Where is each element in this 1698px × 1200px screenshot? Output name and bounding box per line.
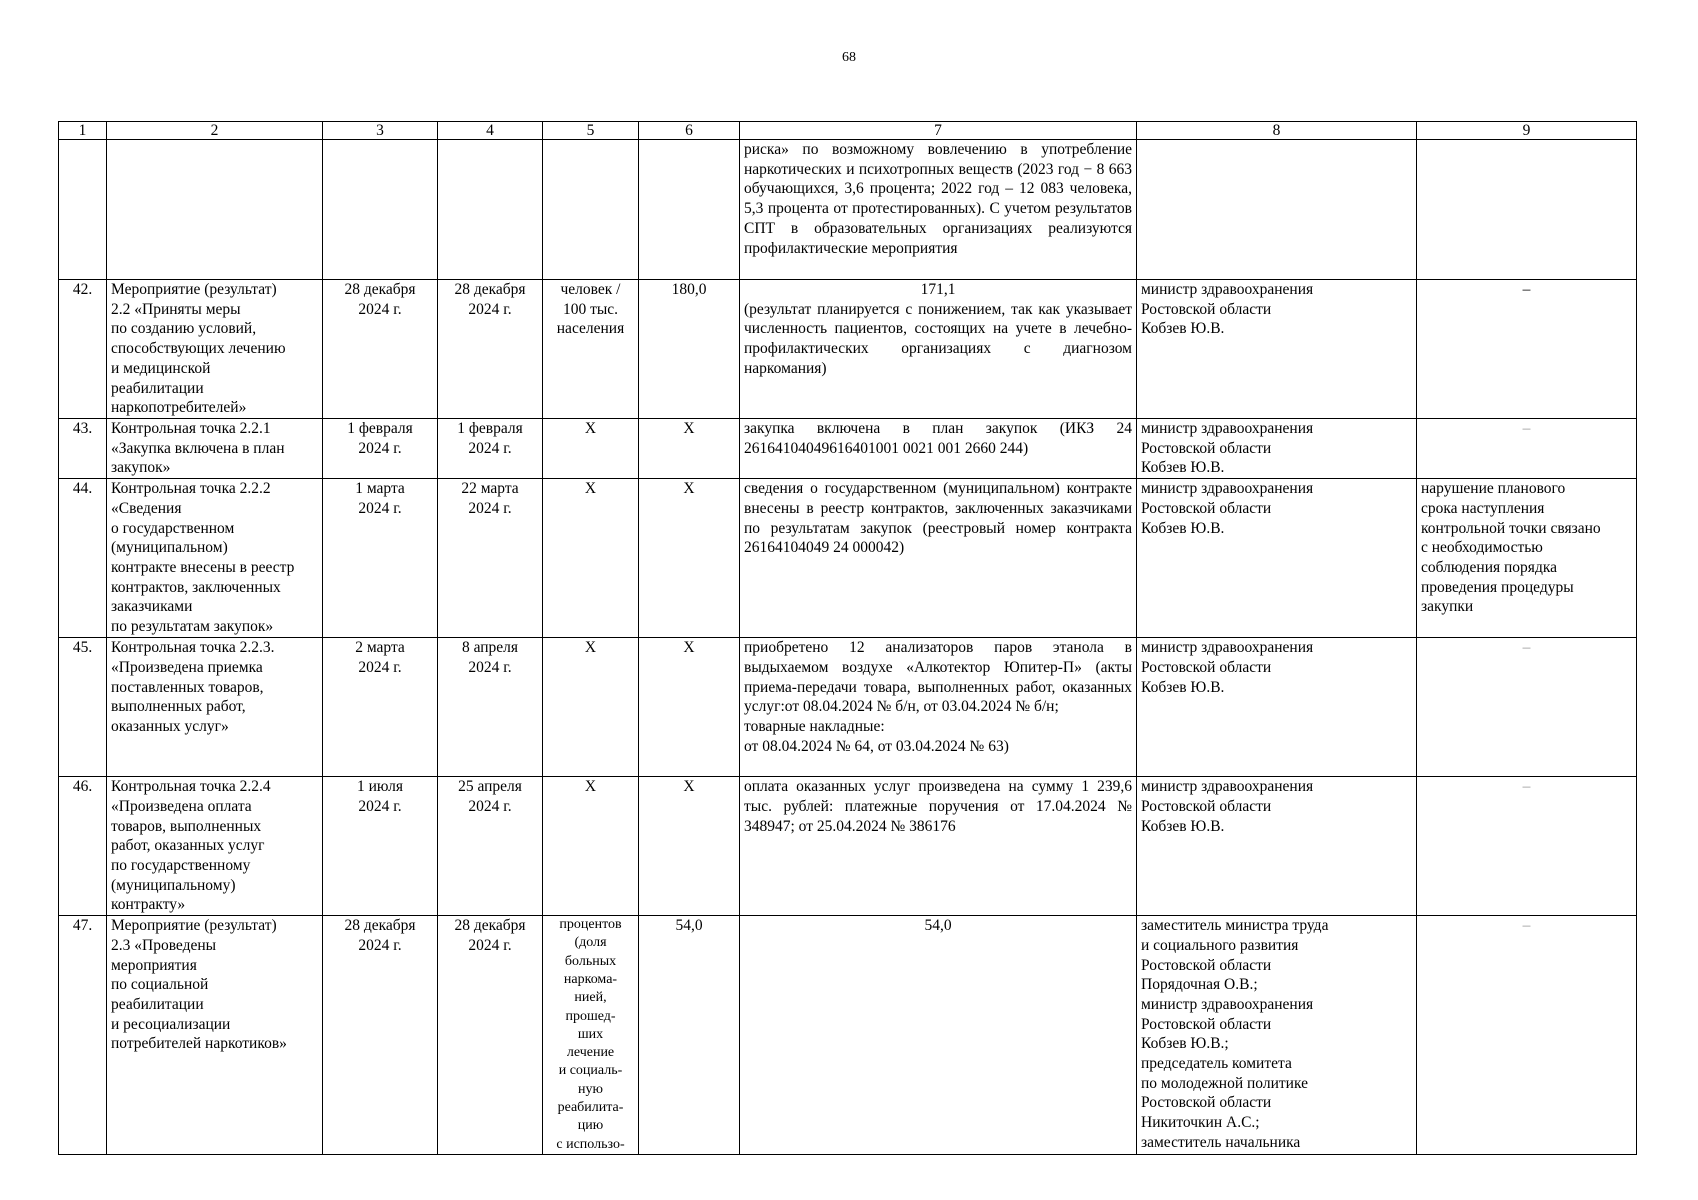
row-number: 44.: [59, 479, 107, 638]
row-number: 46.: [59, 777, 107, 916]
column-header: 3: [323, 122, 438, 140]
plan-value: Х: [639, 777, 740, 916]
unit: процентов (доля больных наркома- нией, прошед- ших лечение и социаль- ную реабилита- цию с использо-: [543, 916, 639, 1155]
column-number-row: [59, 122, 1637, 140]
page-number: 68: [842, 50, 856, 65]
responsible: министр здравоохранения Ростовской области Кобзев Ю.В.: [1137, 638, 1417, 777]
column-header: 2: [107, 122, 323, 140]
fact-note: (результат планируется с понижением, так как указывает численность пациентов, состоящих на учете в лечебно-профилактических организациях с диагнозом наркомания): [744, 300, 1132, 377]
plan-value: Х: [639, 419, 740, 479]
column-header: 7: [740, 122, 1137, 140]
column-header: 5: [543, 122, 639, 140]
plan-value: 54,0: [639, 916, 740, 1155]
plan-date: 28 декабря 2024 г.: [323, 916, 438, 1155]
column-header: 6: [639, 122, 740, 140]
unit: Х: [543, 777, 639, 916]
fact-date: 8 апреля 2024 г.: [438, 638, 543, 777]
unit: Х: [543, 638, 639, 777]
event-name: Мероприятие (результат) 2.2 «Приняты меры по созданию условий, способствующих лечению и медицинской реабилитации наркопотребителей»: [107, 280, 323, 419]
plan-value: Х: [639, 638, 740, 777]
fact-text: закупка включена в план закупок (ИКЗ 24 26164104049616401001 0021 001 2660 244): [740, 419, 1137, 479]
notes: нарушение планового срока наступления контрольной точки связано с необходимостью соблюдения порядка проведения процедуры закупки: [1417, 479, 1637, 638]
plan-value: Х: [639, 479, 740, 638]
plan-date: 1 июля 2024 г.: [323, 777, 438, 916]
fact-text: сведения о государственном (муниципальном) контракте внесены в реестр контрактов, заключенных заказчиками по результатам закупок (реестровый номер контракта 26164104049 24 000042): [740, 479, 1137, 638]
fact-cell: [740, 280, 1137, 419]
column-header: 1: [59, 122, 107, 140]
column-header: 8: [1137, 122, 1417, 140]
table-row: [59, 140, 1637, 280]
table-row: [59, 638, 1637, 777]
plan-value: 180,0: [639, 280, 740, 419]
plan-date: 28 декабря 2024 г.: [323, 280, 438, 419]
notes: –: [1417, 916, 1637, 1155]
responsible: министр здравоохранения Ростовской области Кобзев Ю.В.: [1137, 479, 1417, 638]
row-number: 47.: [59, 916, 107, 1155]
fact-date: 22 марта 2024 г.: [438, 479, 543, 638]
plan-date: 2 марта 2024 г.: [323, 638, 438, 777]
table-row: [59, 916, 1637, 1155]
fact-value: 171,1: [920, 281, 956, 298]
notes: –: [1417, 638, 1637, 777]
report-table: [58, 121, 1637, 1155]
plan-date: 1 февраля 2024 г.: [323, 419, 438, 479]
notes: –: [1417, 777, 1637, 916]
fact-date: 28 декабря 2024 г.: [438, 916, 543, 1155]
unit: Х: [543, 419, 639, 479]
fact-date: 28 декабря 2024 г.: [438, 280, 543, 419]
unit: человек / 100 тыс. населения: [543, 280, 639, 419]
fact-text: приобретено 12 анализаторов паров этанола в выдыхаемом воздухе «Алкотектор Юпитер-П» (акты приема-передачи товара, выполненных работ, оказанных услуг:от 08.04.2024 № б/н, от 03.04.2024 № б/н;: [744, 639, 1132, 716]
row-number: 43.: [59, 419, 107, 479]
column-header: 4: [438, 122, 543, 140]
fact-date: 25 апреля 2024 г.: [438, 777, 543, 916]
table-row: [59, 777, 1637, 916]
fact-value: 54,0: [740, 916, 1137, 1155]
column-header: 9: [1417, 122, 1637, 140]
table-row: [59, 479, 1637, 638]
fact-date: 1 февраля 2024 г.: [438, 419, 543, 479]
responsible: заместитель министра труда и социального развития Ростовской области Порядочная О.В.; министр здравоохранения Ростовской области Кобзев Ю.В.; председатель комитета по молодежной политике Ростовской области Никиточкин А.С.; заместитель начальника: [1137, 916, 1417, 1155]
notes: –: [1417, 280, 1637, 419]
event-name: Мероприятие (результат) 2.3 «Проведены мероприятия по социальной реабилитации и ресоциализации потребителей наркотиков»: [107, 916, 323, 1155]
notes: –: [1417, 419, 1637, 479]
responsible: министр здравоохранения Ростовской области Кобзев Ю.В.: [1137, 419, 1417, 479]
row-number: 42.: [59, 280, 107, 419]
fact-text-tail: товарные накладные: от 08.04.2024 № 64, от 03.04.2024 № 63): [744, 717, 1009, 755]
row-number: 45.: [59, 638, 107, 777]
event-name: Контрольная точка 2.2.3. «Произведена приемка поставленных товаров, выполненных работ, оказанных услуг»: [107, 638, 323, 777]
event-name: Контрольная точка 2.2.2 «Сведения о государственном (муниципальном) контракте внесены в реестр контрактов, заключенных заказчиками по результатам закупок»: [107, 479, 323, 638]
responsible: министр здравоохранения Ростовской области Кобзев Ю.В.: [1137, 777, 1417, 916]
event-name: Контрольная точка 2.2.4 «Произведена оплата товаров, выполненных работ, оказанных услуг по государственному (муниципальному) контракту»: [107, 777, 323, 916]
table-row: [59, 280, 1637, 419]
fact-cell: [740, 638, 1137, 777]
event-name: Контрольная точка 2.2.1 «Закупка включена в план закупок»: [107, 419, 323, 479]
plan-date: 1 марта 2024 г.: [323, 479, 438, 638]
unit: Х: [543, 479, 639, 638]
continuation-text: риска» по возможному вовлечению в употребление наркотических и психотропных веществ (2023 год − 8 663 обучающихся, 3,6 процента; 2022 год – 12 083 человека, 5,3 процента от протестированных). С учетом результатов СПТ в образовательных организациях реализуются профилактические мероприятия: [740, 140, 1137, 280]
table-row: [59, 419, 1637, 479]
responsible: министр здравоохранения Ростовской области Кобзев Ю.В.: [1137, 280, 1417, 419]
fact-text: оплата оказанных услуг произведена на сумму 1 239,6 тыс. рублей: платежные поручения от 17.04.2024 № 348947; от 25.04.2024 № 386176: [740, 777, 1137, 916]
